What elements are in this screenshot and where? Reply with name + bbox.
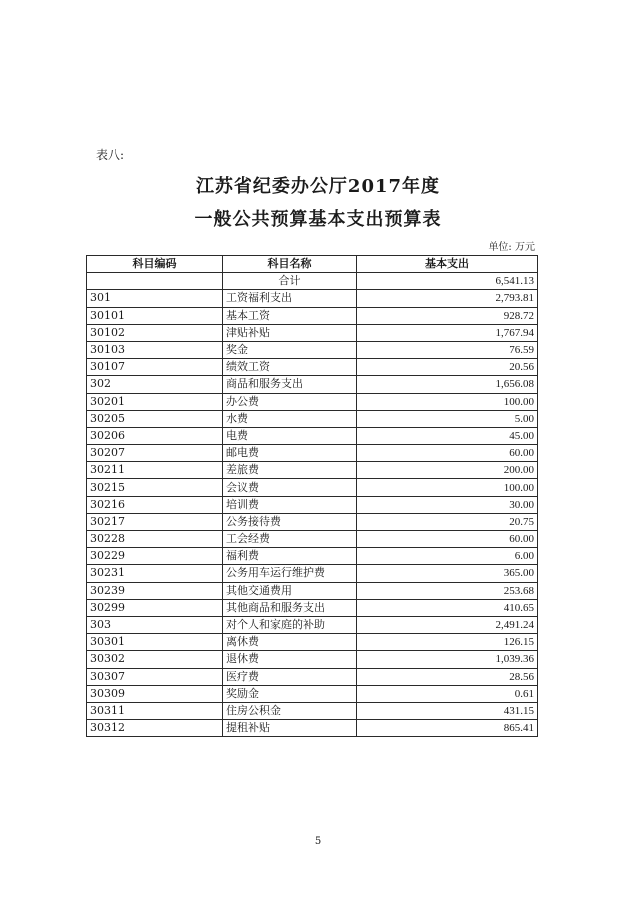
amount-cell: 126.15 <box>357 634 538 651</box>
amount-cell: 6.00 <box>357 548 538 565</box>
name-cell: 工资福利支出 <box>223 290 357 307</box>
table-row <box>87 479 538 496</box>
amount-cell: 28.56 <box>357 668 538 685</box>
code-cell: 30205 <box>87 410 223 427</box>
table-row <box>87 685 538 702</box>
code-cell: 30231 <box>87 565 223 582</box>
amount-cell: 253.68 <box>357 582 538 599</box>
name-cell: 培训费 <box>223 496 357 513</box>
name-cell: 离休费 <box>223 634 357 651</box>
amount-cell: 1,039.36 <box>357 651 538 668</box>
code-cell: 301 <box>87 290 223 307</box>
name-cell: 公务用车运行维护费 <box>223 565 357 582</box>
table-row <box>87 462 538 479</box>
code-cell: 30103 <box>87 341 223 358</box>
table-row <box>87 565 538 582</box>
table-row <box>87 324 538 341</box>
amount-cell: 865.41 <box>357 720 538 737</box>
table-row <box>87 702 538 719</box>
page-number: 5 <box>314 836 322 847</box>
name-cell: 差旅费 <box>223 462 357 479</box>
code-cell: 30302 <box>87 651 223 668</box>
table-row <box>87 599 538 616</box>
amount-cell: 76.59 <box>357 341 538 358</box>
table-row <box>87 582 538 599</box>
amount-cell: 2,491.24 <box>357 616 538 633</box>
code-cell: 30207 <box>87 445 223 462</box>
code-cell: 30309 <box>87 685 223 702</box>
name-cell: 退休费 <box>223 651 357 668</box>
code-cell: 30229 <box>87 548 223 565</box>
code-cell: 30101 <box>87 307 223 324</box>
name-cell: 津贴补贴 <box>223 324 357 341</box>
code-cell: 30307 <box>87 668 223 685</box>
table-row <box>87 634 538 651</box>
amount-cell: 30.00 <box>357 496 538 513</box>
unit-label: 单位: 万元 <box>488 242 535 253</box>
amount-cell: 410.65 <box>357 599 538 616</box>
code-cell: 30312 <box>87 720 223 737</box>
table-header-row <box>87 256 538 273</box>
code-cell: 30102 <box>87 324 223 341</box>
name-cell: 水费 <box>223 410 357 427</box>
amount-cell: 0.61 <box>357 685 538 702</box>
amount-cell: 1,656.08 <box>357 376 538 393</box>
amount-cell: 365.00 <box>357 565 538 582</box>
amount-cell: 60.00 <box>357 531 538 548</box>
code-cell: 30216 <box>87 496 223 513</box>
table-number-label: 表八: <box>96 148 125 162</box>
name-cell: 公务接待费 <box>223 513 357 530</box>
amount-cell: 928.72 <box>357 307 538 324</box>
table-row <box>87 359 538 376</box>
total-code-cell <box>87 273 223 290</box>
name-cell: 住房公积金 <box>223 702 357 719</box>
table-row <box>87 651 538 668</box>
amount-cell: 100.00 <box>357 393 538 410</box>
table-row <box>87 548 538 565</box>
name-cell: 奖励金 <box>223 685 357 702</box>
name-cell: 福利费 <box>223 548 357 565</box>
table-row <box>87 720 538 737</box>
code-cell: 30228 <box>87 531 223 548</box>
table-row <box>87 513 538 530</box>
table-row <box>87 376 538 393</box>
table-row <box>87 307 538 324</box>
code-cell: 30299 <box>87 599 223 616</box>
table-row <box>87 496 538 513</box>
amount-cell: 100.00 <box>357 479 538 496</box>
amount-cell: 45.00 <box>357 427 538 444</box>
total-amount-cell: 6,541.13 <box>357 273 538 290</box>
amount-cell: 5.00 <box>357 410 538 427</box>
name-cell: 邮电费 <box>223 445 357 462</box>
table-row <box>87 531 538 548</box>
code-cell: 30107 <box>87 359 223 376</box>
table-row <box>87 668 538 685</box>
table-row <box>87 393 538 410</box>
column-header-name: 科目名称 <box>223 256 357 273</box>
amount-cell: 20.56 <box>357 359 538 376</box>
code-cell: 30211 <box>87 462 223 479</box>
table-row <box>87 616 538 633</box>
name-cell: 其他交通费用 <box>223 582 357 599</box>
name-cell: 对个人和家庭的补助 <box>223 616 357 633</box>
amount-cell: 200.00 <box>357 462 538 479</box>
column-header-amount: 基本支出 <box>357 256 538 273</box>
total-row <box>87 273 538 290</box>
amount-cell: 1,767.94 <box>357 324 538 341</box>
table-row <box>87 410 538 427</box>
code-cell: 30201 <box>87 393 223 410</box>
name-cell: 绩效工资 <box>223 359 357 376</box>
name-cell: 会议费 <box>223 479 357 496</box>
code-cell: 30217 <box>87 513 223 530</box>
name-cell: 其他商品和服务支出 <box>223 599 357 616</box>
table-row <box>87 290 538 307</box>
code-cell: 30215 <box>87 479 223 496</box>
name-cell: 办公费 <box>223 393 357 410</box>
table-row <box>87 445 538 462</box>
amount-cell: 431.15 <box>357 702 538 719</box>
amount-cell: 20.75 <box>357 513 538 530</box>
code-cell: 30301 <box>87 634 223 651</box>
table-row <box>87 341 538 358</box>
code-cell: 30239 <box>87 582 223 599</box>
table-row <box>87 427 538 444</box>
name-cell: 电费 <box>223 427 357 444</box>
code-cell: 30311 <box>87 702 223 719</box>
code-cell: 303 <box>87 616 223 633</box>
code-cell: 30206 <box>87 427 223 444</box>
total-label-cell: 合计 <box>223 273 357 290</box>
code-cell: 302 <box>87 376 223 393</box>
name-cell: 奖金 <box>223 341 357 358</box>
name-cell: 商品和服务支出 <box>223 376 357 393</box>
name-cell: 医疗费 <box>223 668 357 685</box>
name-cell: 工会经费 <box>223 531 357 548</box>
budget-table <box>86 255 538 737</box>
name-cell: 基本工资 <box>223 307 357 324</box>
name-cell: 提租补贴 <box>223 720 357 737</box>
document-title-line-2: 一般公共预算基本支出预算表 <box>194 209 442 230</box>
document-title-line-1: 江苏省纪委办公厅2017年度 <box>195 176 441 197</box>
amount-cell: 2,793.81 <box>357 290 538 307</box>
amount-cell: 60.00 <box>357 445 538 462</box>
column-header-code: 科目编码 <box>87 256 223 273</box>
